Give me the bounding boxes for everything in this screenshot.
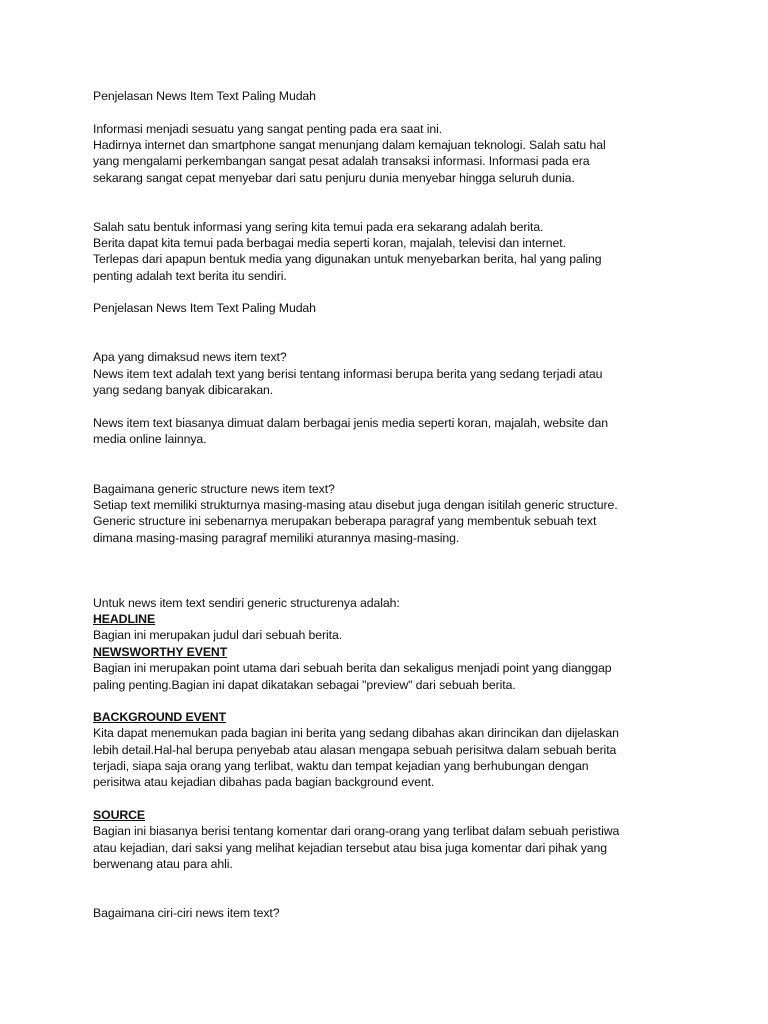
text-line: yang sedang banyak dibicarakan. xyxy=(93,383,274,397)
text-line: sekarang sangat cepat menyebar dari satu penjuru dunia menyebar hingga seluruh dunia. xyxy=(93,171,575,185)
text-line: Terlepas dari apapun bentuk media yang digunakan untuk menyebarkan berita, hal yang paling xyxy=(93,252,602,266)
text-line: media online lainnya. xyxy=(93,432,207,446)
text-line: lebih detail.Hal-hal berupa penyebab atau alasan mengapa sebuah perisitwa dalam sebuah berita xyxy=(93,743,617,757)
section-heading: HEADLINE xyxy=(93,612,156,626)
text-line: dimana masing-masing paragraf memiliki aturannya masing-masing. xyxy=(93,531,460,545)
text-line: Bagaimana generic structure news item text? xyxy=(93,482,335,496)
text-line: Bagian ini merupakan judul dari sebuah berita. xyxy=(93,628,343,642)
text-line: terjadi, siapa saja orang yang terlibat, waktu dan tempat kejadian yang berhubungan dengan xyxy=(93,759,589,773)
section-heading: SOURCE xyxy=(93,808,146,822)
text-line: Bagaimana ciri-ciri news item text? xyxy=(93,906,280,920)
text-line: yang mengalami perkembangan sangat pesat adalah transaksi informasi. Informasi pada era xyxy=(93,154,590,168)
text-line: Hadirnya internet dan smartphone sangat menunjang dalam kemajuan teknologi. Salah satu hal xyxy=(93,138,606,152)
text-line: perisitwa atau kejadian dibahas pada bagian background event. xyxy=(93,775,435,789)
text-line: atau kejadian, dari saksi yang melihat kejadian tersebut atau bisa juga komentar dari pihak yang xyxy=(93,841,608,855)
section-heading: BACKGROUND EVENT xyxy=(93,710,226,724)
section-heading: NEWSWORTHY EVENT xyxy=(93,645,228,659)
text-line: Setiap text memiliki strukturnya masing-masing atau disebut juga dengan isitilah generic structure. xyxy=(93,498,618,512)
document-title: Penjelasan News Item Text Paling Mudah xyxy=(93,89,316,103)
text-line: Generic structure ini sebenarnya merupakan beberapa paragraf yang membentuk sebuah text xyxy=(93,514,597,528)
text-line: berwenang atau para ahli. xyxy=(93,857,233,871)
text-line: Bagian ini biasanya berisi tentang komentar dari orang-orang yang terlibat dalam sebuah peristiwa xyxy=(93,824,620,838)
section-title: Penjelasan News Item Text Paling Mudah xyxy=(93,301,316,315)
text-line: Berita dapat kita temui pada berbagai media seperti koran, majalah, televisi dan internet. xyxy=(93,236,566,250)
text-line: Informasi menjadi sesuatu yang sangat penting pada era saat ini. xyxy=(93,122,443,136)
text-line: News item text biasanya dimuat dalam berbagai jenis media seperti koran, majalah, website dan xyxy=(93,416,608,430)
text-line: Bagian ini merupakan point utama dari sebuah berita dan sekaligus menjadi point yang dianggap xyxy=(93,661,612,675)
text-line: Salah satu bentuk informasi yang sering kita temui pada era sekarang adalah berita. xyxy=(93,220,544,234)
text-line: penting adalah text berita itu sendiri. xyxy=(93,269,287,283)
text-line: News item text adalah text yang berisi tentang informasi berupa berita yang sedang terjadi atau xyxy=(93,367,603,381)
text-line: Untuk news item text sendiri generic structurenya adalah: xyxy=(93,596,400,610)
text-line: Apa yang dimaksud news item text? xyxy=(93,350,287,364)
text-line: paling penting.Bagian ini dapat dikatakan sebagai "preview" dari sebuah berita. xyxy=(93,678,516,692)
text-line: Kita dapat menemukan pada bagian ini berita yang sedang dibahas akan dirincikan dan dijelaskan xyxy=(93,726,619,740)
